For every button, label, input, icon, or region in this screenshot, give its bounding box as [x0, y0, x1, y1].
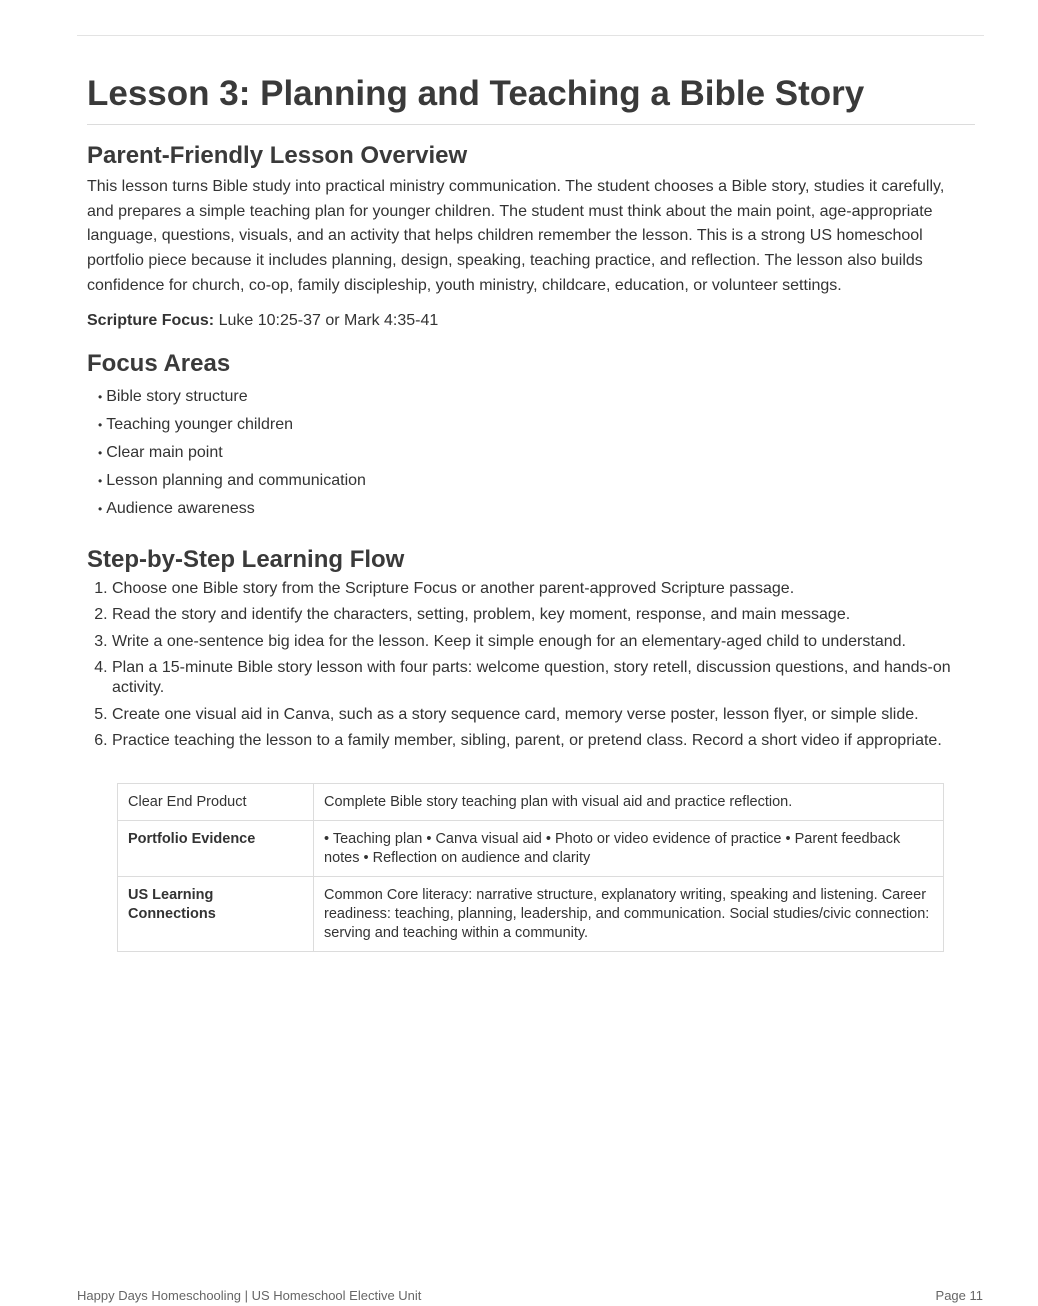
focus-areas-list — [87, 383, 975, 523]
list-item-text: Clear main point — [106, 443, 223, 461]
step-item: 4. Plan a 15-minute Bible story lesson with four parts: welcome question, story retell, discussion questions, and hands-on activity. — [112, 658, 975, 698]
step-item: 3. Write a one-sentence big idea for the lesson. Keep it simple enough for an elementary-aged child to understand. — [112, 632, 975, 652]
header-divider — [77, 35, 984, 36]
list-item-text: Teaching younger children — [106, 415, 293, 433]
steps-heading: Step-by-Step Learning Flow — [87, 545, 405, 573]
table-row-label: US Learning Connections — [118, 877, 314, 952]
bullet-icon: • — [98, 389, 103, 404]
overview-heading: Parent-Friendly Lesson Overview — [87, 142, 468, 169]
list-item — [98, 411, 975, 439]
page-title: Lesson 3: Planning and Teaching a Bible Story — [87, 72, 975, 125]
bullet-icon: • — [98, 473, 103, 488]
page-number: Page 11 — [935, 1288, 983, 1303]
steps-list — [87, 579, 975, 752]
bullet-icon: • — [98, 501, 103, 516]
step-item: 1. Choose one Bible story from the Scripture Focus or another parent-approved Scripture passage. — [112, 579, 975, 599]
step-item: 2. Read the story and identify the characters, setting, problem, key moment, response, and main message. — [112, 605, 975, 625]
list-item — [98, 467, 975, 495]
bullet-icon: • — [98, 445, 103, 460]
list-item — [98, 439, 975, 467]
list-item — [98, 383, 975, 411]
table-row-value: • Teaching plan • Canva visual aid • Photo or video evidence of practice • Parent feedback notes • Reflection on audience and clarity — [314, 821, 944, 877]
overview-text: This lesson turns Bible study into practical ministry communication. The student chooses a Bible story, studies it carefully, and prepares a simple teaching plan for younger children. The student must think about the main point, age-appropriate language, questions, visuals, and an activity that helps children remember the lesson. This is a strong US homeschool portfolio piece because it includes planning, design, speaking, teaching practice, and reflection. The lesson also builds confidence for church, co-op, family discipleship, youth ministry, childcare, education, or volunteer settings. — [87, 178, 945, 294]
footer-source: Happy Days Homeschooling | US Homeschool Elective Unit — [77, 1288, 422, 1303]
table-row-value: Common Core literacy: narrative structure, explanatory writing, speaking and listening. Career readiness: teaching, planning, leadership, and communication. Social studies/civic connection: serving and teaching within a community. — [314, 877, 944, 952]
list-item-text: Lesson planning and communication — [106, 471, 366, 489]
bullet-icon: • — [98, 417, 103, 432]
table-row — [118, 784, 944, 821]
table-row-value: Complete Bible story teaching plan with visual aid and practice reflection. — [314, 784, 944, 821]
table-row — [118, 877, 944, 952]
summary-table — [117, 783, 944, 952]
list-item — [98, 495, 975, 523]
table-row-label: Clear End Product — [118, 784, 314, 821]
scripture-label: Scripture Focus: — [87, 311, 215, 329]
list-item-text: Audience awareness — [106, 499, 255, 517]
scripture-value: Luke 10:25-37 or Mark 4:35-41 — [218, 311, 439, 329]
scripture-focus — [87, 309, 975, 333]
focus-areas-heading: Focus Areas — [87, 349, 231, 377]
step-item: 6. Practice teaching the lesson to a family member, sibling, parent, or pretend class. Record a short video if appropriate. — [112, 731, 975, 751]
table-row — [118, 821, 944, 877]
summary-table-wrapper — [117, 783, 944, 952]
page-content — [87, 72, 975, 758]
table-row-label: Portfolio Evidence — [118, 821, 314, 877]
step-item: 5. Create one visual aid in Canva, such as a story sequence card, memory verse poster, lesson flyer, or simple slide. — [112, 705, 975, 725]
list-item-text: Bible story structure — [106, 387, 248, 405]
